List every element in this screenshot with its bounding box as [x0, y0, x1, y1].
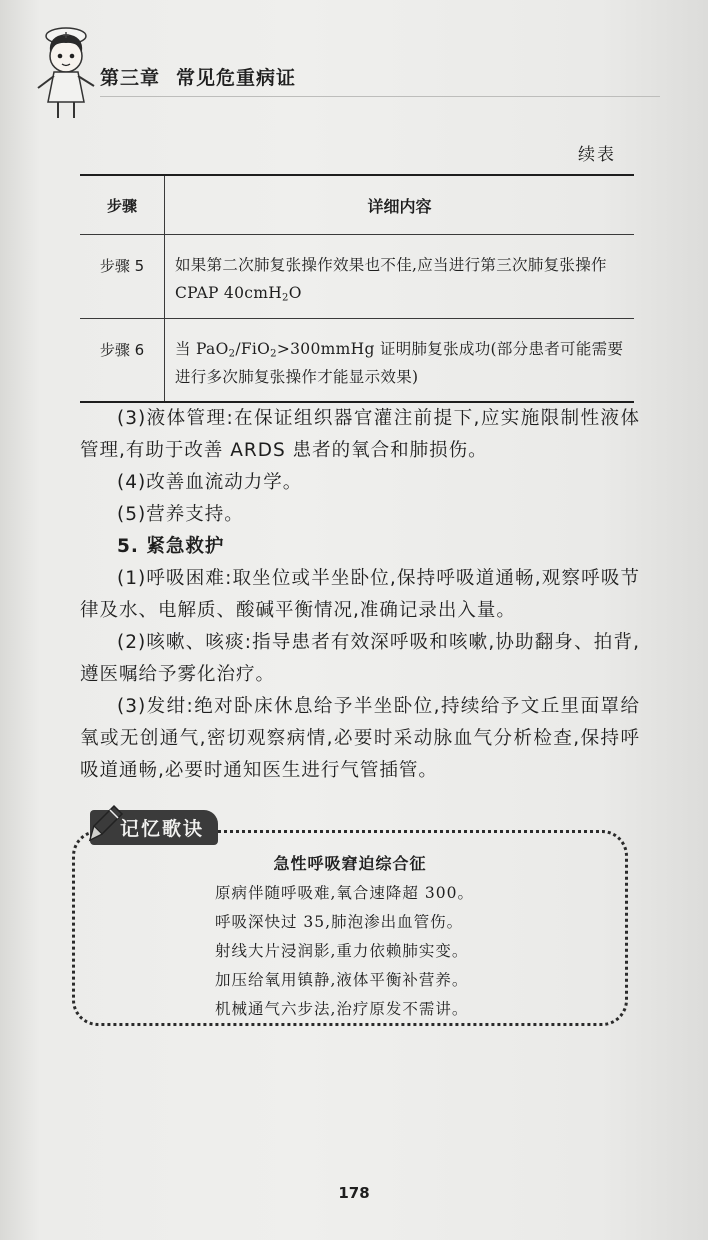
- memory-box-tag: 记忆歌诀: [90, 810, 218, 845]
- memory-verse-line: 加压给氧用镇静,液体平衡补营养。: [215, 971, 469, 989]
- memory-verse-line: 射线大片浸润影,重力依赖肺实变。: [215, 942, 469, 960]
- table-cell-step: 步骤 6: [99, 341, 145, 359]
- subscript: 2: [228, 348, 236, 360]
- section-heading: 5. 紧急救护: [117, 536, 225, 557]
- pencil-icon: [84, 800, 124, 844]
- content-text: 如果第二次肺复张操作效果也不佳,应当进行第三次肺复张操作 CPAP 40cmH: [175, 256, 607, 302]
- table-cell-content: [164, 319, 634, 401]
- paragraph-dyspnea: (1)呼吸困难:取坐位或半坐卧位,保持呼吸道通畅,观察呼吸节律及水、电解质、酸碱平衡情况,准确记录出入量。: [80, 568, 640, 621]
- memory-verse-line: 呼吸深快过 35,肺泡渗出血管伤。: [215, 913, 464, 931]
- paragraph-nutrition: (5)营养支持。: [117, 504, 244, 525]
- paragraph-cyanosis: (3)发绀:绝对卧床休息给予半坐卧位,持续给予文丘里面罩给氧或无创通气,密切观察病情,必要时采动脉血气分析检查,保持呼吸道通畅,必要时通知医生进行气管插管。: [80, 696, 640, 781]
- content-text: /FiO: [235, 340, 271, 358]
- table-header-step: 步骤: [106, 196, 137, 215]
- table-header-content: 详细内容: [164, 176, 634, 234]
- content-text: >300mmHg 证明肺复张成功(部分患者可能需要进行多次肺复张操作才能显示效果): [175, 340, 624, 386]
- paragraph-hemodynamics: (4)改善血流动力学。: [117, 472, 303, 493]
- subscript: 2: [282, 292, 289, 304]
- memory-verse-list: [215, 879, 474, 1024]
- table-row: [80, 318, 634, 401]
- header-divider: [100, 96, 660, 97]
- table-cell-content: [164, 235, 634, 318]
- table-cell-step: 步骤 5: [99, 257, 145, 275]
- paragraph-cough: (2)咳嗽、咳痰:指导患者有效深呼吸和咳嗽,协助翻身、拍背,遵医嘱给予雾化治疗。: [80, 632, 640, 685]
- chapter-title: 常见危重病证: [176, 67, 297, 89]
- subscript: 2: [270, 348, 277, 360]
- chapter-number: 第三章: [100, 67, 161, 89]
- nurse-cartoon-icon: [28, 22, 106, 122]
- table-header-row: [80, 176, 634, 234]
- memory-verse-line: 原病伴随呼吸难,氧合速降超 300。: [215, 884, 474, 902]
- memory-verse-line: 机械通气六步法,治疗原发不需讲。: [215, 1000, 469, 1018]
- paragraph-fluid-management: (3)液体管理:在保证组织器官灌注前提下,应实施限制性液体管理,有助于改善 ARDS 患者的氧合和肺损伤。: [80, 408, 640, 461]
- content-text: 当 PaO: [175, 340, 229, 358]
- chapter-heading: [100, 63, 296, 90]
- page-number: 178: [338, 1184, 370, 1202]
- table-continued-label: 续表: [578, 145, 616, 165]
- table-row: [80, 234, 634, 318]
- memory-box-title: 急性呼吸窘迫综合征: [273, 854, 427, 873]
- procedure-table: [80, 174, 634, 403]
- memory-box: [72, 830, 628, 1026]
- content-text: O: [288, 284, 302, 302]
